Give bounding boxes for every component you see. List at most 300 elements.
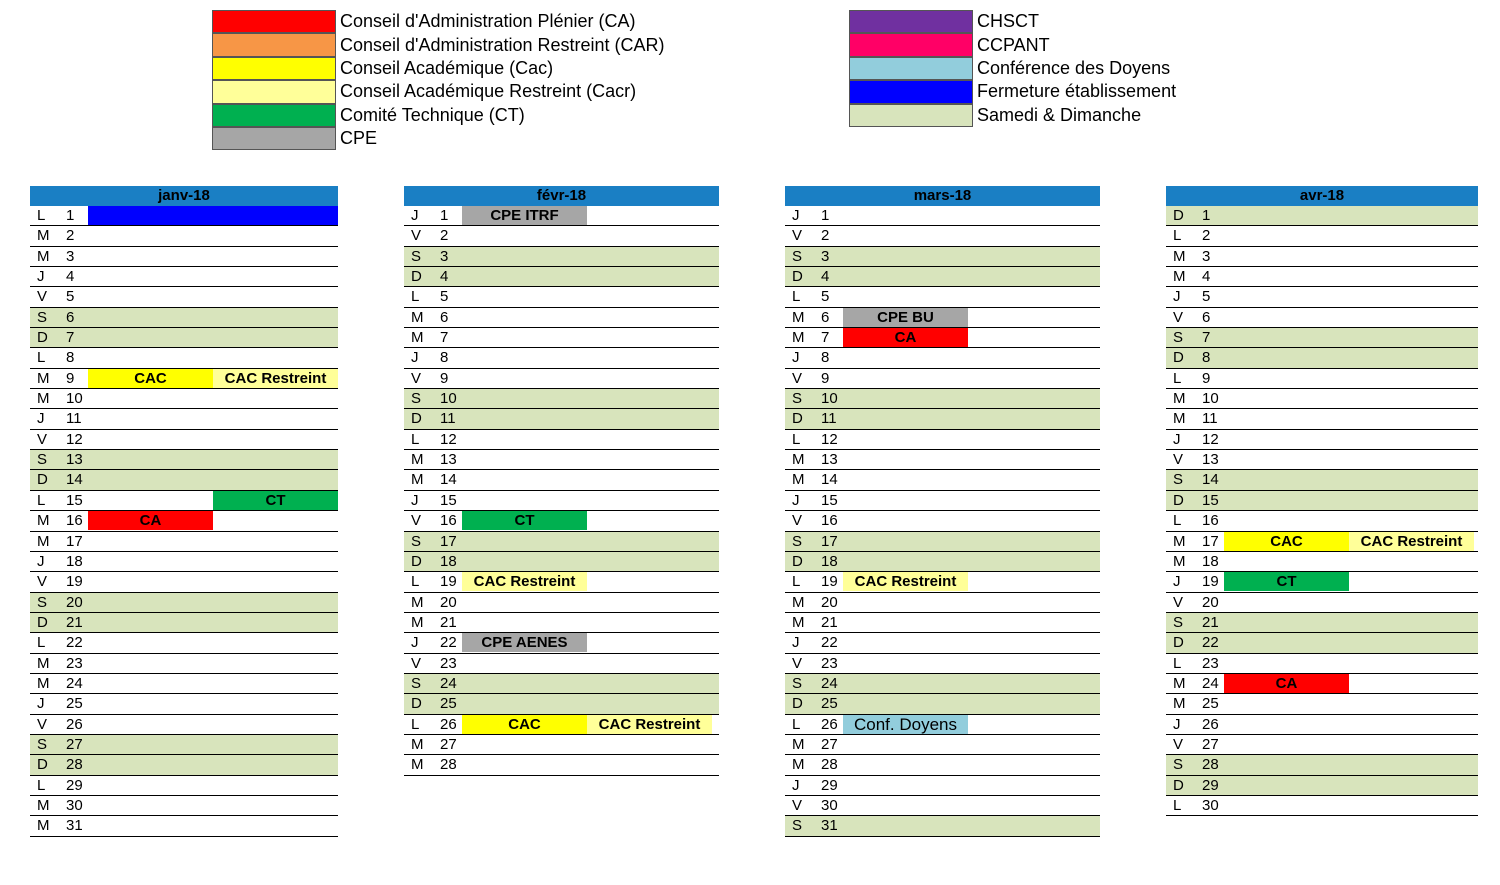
day-letter: M (1173, 390, 1186, 408)
day-letter: S (411, 247, 422, 265)
event-block: CT (1224, 572, 1349, 591)
day-row (30, 715, 338, 735)
day-letter: M (792, 471, 805, 489)
day-row (785, 633, 1100, 653)
legend-swatch (849, 10, 973, 33)
day-number: 26 (1202, 715, 1219, 733)
day-row (404, 694, 719, 714)
day-number: 27 (440, 735, 457, 753)
day-letter: D (37, 329, 48, 347)
day-letter: S (37, 735, 48, 753)
day-row (404, 552, 719, 572)
day-row (30, 206, 338, 226)
day-letter: M (411, 593, 424, 611)
day-number: 4 (821, 268, 830, 286)
day-number: 27 (821, 735, 838, 753)
day-number: 22 (821, 634, 838, 652)
day-row (404, 654, 719, 674)
day-letter: J (411, 207, 419, 224)
day-letter: V (37, 573, 48, 591)
month-january (30, 186, 338, 837)
day-row (30, 532, 338, 552)
day-number: 7 (821, 329, 830, 347)
day-row (785, 532, 1100, 552)
day-row (785, 572, 1100, 592)
day-row (30, 816, 338, 836)
day-row (785, 287, 1100, 307)
day-number: 30 (66, 796, 83, 814)
legend-item-conf-doyens (849, 57, 1176, 80)
day-row (1166, 593, 1478, 613)
day-letter: D (411, 552, 422, 570)
day-number: 13 (821, 451, 838, 469)
day-row (30, 755, 338, 775)
day-number: 9 (1202, 369, 1211, 387)
day-letter: M (37, 796, 50, 814)
day-letter: M (1173, 674, 1186, 692)
day-number: 16 (1202, 512, 1219, 530)
legend-label: CPE (340, 128, 378, 149)
day-number: 1 (821, 207, 830, 224)
day-number: 30 (1202, 796, 1219, 814)
day-row (1166, 532, 1478, 552)
day-number: 17 (440, 532, 457, 550)
day-letter: S (1173, 471, 1184, 489)
day-number: 22 (66, 634, 83, 652)
day-number: 10 (440, 390, 457, 408)
event-block (88, 206, 338, 225)
day-row (1166, 613, 1478, 633)
day-number: 16 (821, 512, 838, 530)
day-number: 12 (1202, 430, 1219, 448)
event-block: CA (843, 328, 968, 347)
day-number: 15 (821, 491, 838, 509)
day-row (30, 267, 338, 287)
day-letter: J (411, 634, 419, 652)
legend-left (212, 10, 665, 150)
day-letter: M (411, 613, 424, 631)
day-letter: S (792, 532, 803, 550)
day-number: 22 (440, 634, 457, 652)
day-row (30, 572, 338, 592)
day-number: 11 (440, 410, 456, 428)
legend-swatch (212, 80, 336, 103)
day-number: 6 (821, 308, 830, 326)
day-row (1166, 348, 1478, 368)
month-header: avr-18 (1166, 186, 1478, 206)
day-letter: J (37, 268, 45, 286)
day-number: 24 (1202, 674, 1219, 692)
day-letter: L (792, 573, 801, 591)
day-letter: M (792, 593, 805, 611)
day-number: 6 (440, 308, 449, 326)
day-row (1166, 308, 1478, 328)
day-row (30, 633, 338, 653)
day-number: 6 (1202, 308, 1211, 326)
day-row (404, 511, 719, 531)
day-number: 12 (821, 430, 838, 448)
day-row (1166, 776, 1478, 796)
day-letter: V (1173, 308, 1184, 326)
day-row (30, 552, 338, 572)
day-letter: S (411, 532, 422, 550)
day-letter: D (1173, 491, 1184, 509)
day-row (30, 654, 338, 674)
day-row (404, 470, 719, 490)
day-number: 8 (821, 349, 830, 367)
day-row (30, 511, 338, 531)
day-row (404, 491, 719, 511)
day-row (785, 776, 1100, 796)
legend-item-car (212, 33, 665, 56)
day-row (1166, 450, 1478, 470)
day-letter: J (37, 410, 45, 428)
day-row (404, 735, 719, 755)
day-letter: L (1173, 512, 1182, 530)
day-number: 3 (1202, 247, 1211, 265)
day-letter: M (411, 451, 424, 469)
day-letter: M (37, 390, 50, 408)
legend-item-ca (212, 10, 665, 33)
day-number: 31 (66, 817, 83, 835)
day-letter: J (1173, 288, 1181, 306)
day-letter: V (411, 654, 422, 672)
day-letter: M (37, 247, 50, 265)
day-number: 4 (440, 268, 449, 286)
month-february (404, 186, 719, 776)
day-row (785, 267, 1100, 287)
day-letter: J (1173, 430, 1181, 448)
day-row (404, 369, 719, 389)
day-letter: V (37, 430, 48, 448)
day-row (30, 694, 338, 714)
day-letter: S (792, 817, 803, 835)
day-row (785, 491, 1100, 511)
legend-item-fermeture (849, 80, 1176, 103)
day-row (1166, 247, 1478, 267)
day-letter: D (1173, 634, 1184, 652)
day-number: 16 (440, 512, 457, 530)
day-number: 17 (1202, 532, 1219, 550)
day-row (30, 226, 338, 246)
day-number: 8 (66, 349, 75, 367)
day-row (30, 369, 338, 389)
day-letter: V (792, 512, 803, 530)
day-row (785, 470, 1100, 490)
month-header: mars-18 (785, 186, 1100, 206)
day-letter: M (792, 613, 805, 631)
day-row (30, 593, 338, 613)
legend-item-ct (212, 104, 665, 127)
day-row (404, 450, 719, 470)
day-row (785, 206, 1100, 226)
day-letter: J (792, 207, 800, 224)
day-row (1166, 409, 1478, 429)
day-row (1166, 328, 1478, 348)
day-row (404, 674, 719, 694)
legend-label: CCPANT (977, 34, 1050, 55)
day-number: 2 (66, 227, 75, 245)
day-row (30, 776, 338, 796)
day-number: 9 (440, 369, 449, 387)
day-letter: L (792, 715, 801, 733)
event-block: CAC (462, 715, 587, 734)
day-row (30, 674, 338, 694)
day-letter: V (411, 512, 422, 530)
day-row (404, 593, 719, 613)
day-row (785, 674, 1100, 694)
day-row (785, 613, 1100, 633)
day-letter: S (411, 674, 422, 692)
day-number: 18 (66, 552, 83, 570)
month-days (1166, 206, 1478, 816)
day-letter: L (411, 430, 420, 448)
day-letter: D (411, 268, 422, 286)
day-letter: S (37, 308, 48, 326)
event-block: CAC Restreint (462, 572, 587, 591)
day-row (404, 226, 719, 246)
day-row (30, 470, 338, 490)
day-letter: D (792, 410, 803, 428)
day-letter: S (792, 247, 803, 265)
day-letter: L (411, 715, 420, 733)
legend-swatch (849, 104, 973, 127)
day-letter: M (1173, 532, 1186, 550)
day-letter: M (37, 512, 50, 530)
day-letter: J (37, 552, 45, 570)
day-number: 4 (1202, 268, 1211, 286)
day-row (404, 328, 719, 348)
day-number: 25 (821, 695, 838, 713)
event-block: CAC (88, 369, 213, 388)
day-row (785, 328, 1100, 348)
day-number: 21 (66, 613, 83, 631)
day-letter: V (1173, 735, 1184, 753)
day-letter: V (37, 288, 48, 306)
day-row (785, 735, 1100, 755)
day-row (404, 715, 719, 735)
day-letter: D (411, 695, 422, 713)
day-number: 7 (66, 329, 75, 347)
day-number: 19 (821, 573, 838, 591)
day-row (404, 532, 719, 552)
day-letter: M (411, 471, 424, 489)
day-number: 11 (1202, 410, 1218, 428)
day-number: 5 (440, 288, 449, 306)
day-letter: L (37, 776, 46, 794)
day-letter: M (411, 735, 424, 753)
day-number: 14 (821, 471, 838, 489)
day-letter: M (37, 654, 50, 672)
day-row (1166, 287, 1478, 307)
day-row (785, 511, 1100, 531)
day-letter: D (37, 471, 48, 489)
day-row (785, 593, 1100, 613)
day-number: 3 (66, 247, 75, 265)
day-number: 14 (440, 471, 457, 489)
day-row (30, 430, 338, 450)
day-number: 14 (1202, 471, 1219, 489)
legend-swatch (212, 104, 336, 127)
day-row (1166, 654, 1478, 674)
day-letter: M (37, 817, 50, 835)
day-letter: M (792, 308, 805, 326)
day-row (1166, 369, 1478, 389)
day-number: 19 (440, 573, 457, 591)
day-number: 23 (1202, 654, 1219, 672)
day-row (404, 287, 719, 307)
day-number: 12 (440, 430, 457, 448)
day-row (404, 206, 719, 226)
day-letter: S (792, 674, 803, 692)
day-number: 24 (440, 674, 457, 692)
day-letter: L (792, 430, 801, 448)
day-row (404, 247, 719, 267)
day-letter: V (1173, 593, 1184, 611)
day-number: 14 (66, 471, 83, 489)
day-letter: V (792, 369, 803, 387)
legend-label: Conseil Académique Restreint (Cacr) (340, 81, 637, 102)
day-number: 20 (821, 593, 838, 611)
day-number: 15 (440, 491, 457, 509)
day-number: 2 (1202, 227, 1211, 245)
day-row (404, 633, 719, 653)
event-block: CAC Restreint (213, 369, 338, 388)
day-number: 18 (1202, 552, 1219, 570)
event-block: CPE BU (843, 308, 968, 327)
day-row (30, 247, 338, 267)
legend-label: CHSCT (977, 11, 1039, 32)
day-number: 10 (1202, 390, 1219, 408)
day-row (30, 491, 338, 511)
day-number: 25 (440, 695, 457, 713)
day-row (785, 430, 1100, 450)
day-letter: L (1173, 654, 1182, 672)
day-number: 13 (1202, 451, 1219, 469)
day-letter: D (792, 695, 803, 713)
day-number: 5 (66, 288, 75, 306)
day-number: 21 (821, 613, 838, 631)
day-letter: J (792, 634, 800, 652)
event-block: CA (1224, 674, 1349, 693)
day-row (1166, 796, 1478, 816)
day-row (404, 348, 719, 368)
legend-label: Conférence des Doyens (977, 57, 1171, 78)
legend-item-ccpant (849, 33, 1176, 56)
day-row (30, 287, 338, 307)
day-letter: V (411, 227, 422, 245)
day-number: 24 (66, 674, 83, 692)
legend-label: Conseil Académique (Cac) (340, 57, 554, 78)
day-number: 19 (1202, 573, 1219, 591)
day-number: 7 (440, 329, 449, 347)
day-letter: S (1173, 329, 1184, 347)
day-number: 15 (66, 491, 83, 509)
day-row (30, 613, 338, 633)
day-letter: M (1173, 247, 1186, 265)
day-letter: V (411, 369, 422, 387)
day-row (1166, 491, 1478, 511)
day-row (1166, 430, 1478, 450)
day-row (404, 267, 719, 287)
event-block: CAC Restreint (587, 715, 712, 734)
day-number: 5 (821, 288, 830, 306)
day-letter: J (1173, 573, 1181, 591)
day-number: 29 (66, 776, 83, 794)
day-letter: L (1173, 369, 1182, 387)
day-letter: M (792, 329, 805, 347)
day-number: 27 (66, 735, 83, 753)
day-number: 28 (1202, 756, 1219, 774)
day-number: 9 (66, 369, 75, 387)
day-letter: V (792, 796, 803, 814)
day-number: 23 (440, 654, 457, 672)
day-row (785, 450, 1100, 470)
day-letter: J (1173, 715, 1181, 733)
event-block: CAC Restreint (1349, 532, 1474, 551)
day-number: 25 (1202, 695, 1219, 713)
legend-swatch (212, 10, 336, 33)
day-letter: L (1173, 796, 1182, 814)
day-row (30, 796, 338, 816)
day-letter: S (792, 390, 803, 408)
day-row (785, 247, 1100, 267)
day-letter: M (37, 674, 50, 692)
day-number: 18 (440, 552, 457, 570)
day-row (404, 308, 719, 328)
day-row (1166, 674, 1478, 694)
day-number: 19 (66, 573, 83, 591)
day-row (1166, 633, 1478, 653)
legend-right (849, 10, 1176, 127)
day-number: 21 (1202, 613, 1219, 631)
day-row (1166, 470, 1478, 490)
day-row (1166, 715, 1478, 735)
day-letter: M (1173, 695, 1186, 713)
day-row (785, 694, 1100, 714)
day-row (785, 348, 1100, 368)
month-days (785, 206, 1100, 837)
day-number: 2 (821, 227, 830, 245)
day-letter: M (1173, 410, 1186, 428)
day-letter: S (37, 593, 48, 611)
day-letter: M (37, 369, 50, 387)
day-letter: V (792, 227, 803, 245)
day-letter: J (792, 491, 800, 509)
event-block: Conf. Doyens (843, 715, 968, 734)
day-letter: J (792, 349, 800, 367)
day-number: 20 (1202, 593, 1219, 611)
day-number: 3 (440, 247, 449, 265)
day-row (785, 755, 1100, 775)
day-letter: L (37, 634, 46, 652)
day-row (1166, 206, 1478, 226)
day-row (1166, 389, 1478, 409)
event-block: CA (88, 511, 213, 530)
event-block: CAC (1224, 532, 1349, 551)
day-row (1166, 511, 1478, 531)
month-march (785, 186, 1100, 837)
day-letter: M (792, 735, 805, 753)
day-row (30, 348, 338, 368)
day-letter: J (792, 776, 800, 794)
legend-item-cpe (212, 127, 665, 150)
day-number: 13 (440, 451, 457, 469)
day-number: 29 (821, 776, 838, 794)
day-row (785, 226, 1100, 246)
day-row (30, 389, 338, 409)
day-number: 15 (1202, 491, 1219, 509)
